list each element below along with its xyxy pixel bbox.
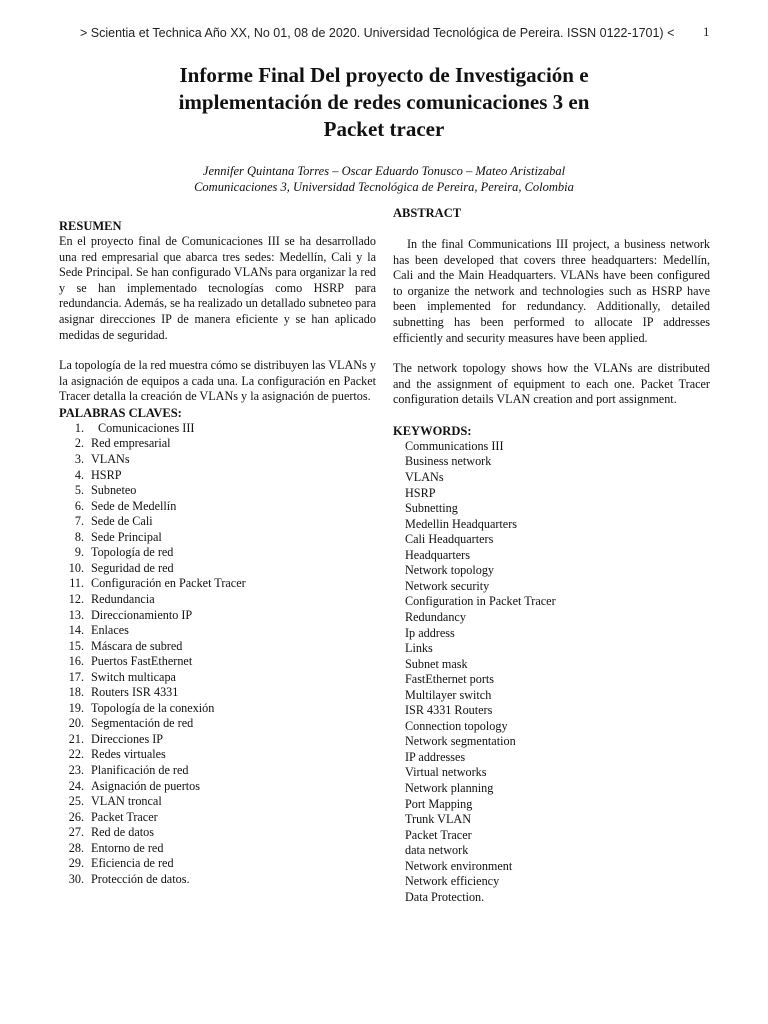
keywords-heading: KEYWORDS: bbox=[393, 423, 472, 438]
keyword-item: Redundancy bbox=[405, 609, 466, 624]
list-number: 26. bbox=[68, 809, 84, 824]
palabra-clave-item bbox=[59, 452, 376, 468]
list-number: 21. bbox=[68, 731, 84, 746]
right-column bbox=[393, 205, 710, 905]
resumen-paragraph-2: La topología de la red muestra cómo se distribuyen las VLANs y la asignación de equipos a cada una. La configuración en Packet Tracer detalla la creación de VLANs y la asignación de puertos. bbox=[59, 358, 376, 404]
palabra-clave-item bbox=[59, 670, 376, 686]
palabra-clave-item bbox=[59, 810, 376, 826]
palabra-clave-item bbox=[59, 779, 376, 795]
list-text: Direccionamiento IP bbox=[91, 607, 193, 622]
author-block bbox=[100, 164, 668, 195]
palabra-clave-item bbox=[59, 436, 376, 452]
palabra-clave-item bbox=[59, 639, 376, 655]
list-number: 29. bbox=[68, 856, 84, 871]
list-number: 9. bbox=[74, 545, 84, 560]
list-text: Switch multicapa bbox=[91, 669, 176, 684]
keyword-item: Communications III bbox=[405, 438, 504, 453]
list-text: Entorno de red bbox=[91, 840, 164, 855]
list-text: Enlaces bbox=[91, 623, 129, 638]
list-text: Red empresarial bbox=[91, 436, 171, 451]
list-number: 30. bbox=[68, 871, 84, 886]
palabra-clave-item bbox=[59, 514, 376, 530]
list-text: Segmentación de red bbox=[91, 716, 194, 731]
list-number: 14. bbox=[68, 623, 84, 638]
list-text: Seguridad de red bbox=[91, 560, 174, 575]
list-number: 16. bbox=[68, 654, 84, 669]
palabra-clave-item bbox=[59, 421, 376, 437]
palabra-clave-item bbox=[59, 716, 376, 732]
paragraph-gap bbox=[393, 408, 710, 423]
keyword-item: Subnet mask bbox=[405, 656, 468, 671]
list-text: Sede Principal bbox=[91, 529, 162, 544]
palabra-clave-item bbox=[59, 747, 376, 763]
list-number: 20. bbox=[68, 716, 84, 731]
abstract-heading: ABSTRACT bbox=[393, 206, 462, 220]
list-number: 18. bbox=[68, 685, 84, 700]
palabra-clave-item bbox=[59, 561, 376, 577]
list-text: Sede de Cali bbox=[91, 514, 153, 529]
list-text: Eficiencia de red bbox=[91, 856, 174, 871]
palabra-clave-item bbox=[59, 685, 376, 701]
keyword-item: Network environment bbox=[405, 858, 513, 873]
palabra-clave-item bbox=[59, 483, 376, 499]
journal-citation: > Scientia et Technica Año XX, No 01, 08 de 2020. Universidad Tecnológica de Pereira. ISSN 0122-1701) < bbox=[80, 26, 675, 40]
list-text: Direcciones IP bbox=[91, 731, 164, 746]
list-text: Configuración en Packet Tracer bbox=[91, 576, 246, 591]
paragraph-gap bbox=[59, 343, 376, 358]
keyword-item: Business network bbox=[405, 454, 492, 469]
palabra-clave-item bbox=[59, 545, 376, 561]
list-number: 12. bbox=[68, 591, 84, 606]
resumen-paragraph-1: En el proyecto final de Comunicaciones III se ha desarrollado una red empresarial que abarca tres sedes: Medellín, Cali y la Sede Principal. Se han configurado VLANs para organizar la red y se han implementado tecnologías como HSRP para redundancia. Además, se ha realizado un detallado subneteo para asignar direcciones IP de manera eficiente y se han aplicado medidas de seguridad. bbox=[59, 234, 376, 342]
list-number: 17. bbox=[68, 669, 84, 684]
keyword-item: Multilayer switch bbox=[405, 687, 492, 702]
list-text: Sede de Medellín bbox=[91, 498, 177, 513]
palabra-clave-item bbox=[59, 872, 376, 888]
list-number: 5. bbox=[74, 483, 84, 498]
paper-title bbox=[100, 62, 668, 143]
palabras-claves-heading: PALABRAS CLAVES: bbox=[59, 405, 182, 420]
heading-gap bbox=[393, 221, 710, 237]
keyword-item: VLANs bbox=[405, 470, 444, 485]
list-text: Redes virtuales bbox=[91, 747, 166, 762]
keyword-item: Medellin Headquarters bbox=[405, 516, 518, 531]
title-line-2: implementación de redes comunicaciones 3 en bbox=[178, 90, 590, 114]
list-number: 24. bbox=[68, 778, 84, 793]
list-number: 28. bbox=[68, 840, 84, 855]
palabra-clave-item bbox=[59, 825, 376, 841]
list-text: Planificación de red bbox=[91, 762, 189, 777]
keyword-item: Port Mapping bbox=[405, 796, 473, 811]
keyword-item: Headquarters bbox=[405, 547, 470, 562]
list-text: VLAN troncal bbox=[91, 794, 162, 809]
palabras-claves-list bbox=[59, 421, 376, 887]
palabra-clave-item bbox=[59, 608, 376, 624]
keyword-item: HSRP bbox=[405, 485, 436, 500]
palabra-clave-item bbox=[59, 763, 376, 779]
author-names: Jennifer Quintana Torres – Oscar Eduardo Tonusco – Mateo Aristizabal bbox=[202, 164, 566, 178]
palabra-clave-item bbox=[59, 499, 376, 515]
keyword-item: IP addresses bbox=[405, 749, 466, 764]
keyword-item: Trunk VLAN bbox=[405, 812, 472, 827]
palabra-clave-item bbox=[59, 856, 376, 872]
keyword-item: Links bbox=[405, 641, 433, 656]
keyword-item: Configuration in Packet Tracer bbox=[405, 594, 556, 609]
resumen-heading: RESUMEN bbox=[59, 219, 122, 233]
palabra-clave-item bbox=[59, 654, 376, 670]
list-text: HSRP bbox=[91, 467, 122, 482]
list-text: Topología de red bbox=[91, 545, 174, 560]
list-text: Máscara de subred bbox=[91, 638, 183, 653]
list-text: Red de datos bbox=[91, 825, 154, 840]
palabra-clave-item bbox=[59, 468, 376, 484]
keyword-item: Packet Tracer bbox=[405, 827, 472, 842]
paragraph-gap bbox=[393, 346, 710, 361]
list-number: 2. bbox=[74, 436, 84, 451]
list-text: Redundancia bbox=[91, 591, 155, 606]
list-text: Asignación de puertos bbox=[91, 778, 200, 793]
list-number: 23. bbox=[68, 762, 84, 777]
list-number: 13. bbox=[68, 607, 84, 622]
list-text: VLANs bbox=[91, 452, 130, 467]
keyword-item: Network topology bbox=[405, 563, 495, 578]
list-text: Routers ISR 4331 bbox=[91, 685, 179, 700]
list-number: 22. bbox=[68, 747, 84, 762]
list-text: Subneteo bbox=[91, 483, 137, 498]
list-number: 6. bbox=[74, 498, 84, 513]
keyword-item: FastEthernet ports bbox=[405, 672, 495, 687]
page-number: 1 bbox=[703, 24, 710, 39]
left-column bbox=[59, 218, 376, 887]
list-number: 27. bbox=[68, 825, 84, 840]
list-number: 15. bbox=[68, 638, 84, 653]
list-text: Puertos FastEthernet bbox=[91, 654, 193, 669]
keyword-item: Cali Headquarters bbox=[405, 532, 494, 547]
palabra-clave-item bbox=[59, 701, 376, 717]
keyword-item: Ip address bbox=[405, 625, 455, 640]
keyword-item: Data Protection. bbox=[405, 889, 485, 904]
list-number: 3. bbox=[74, 452, 84, 467]
abstract-paragraph-2: The network topology shows how the VLANs are distributed and the assignment of equipment to each one. Packet Tracer configuration details VLAN creation and port assignment. bbox=[393, 361, 710, 407]
list-number: 10. bbox=[68, 560, 84, 575]
author-affiliation: Comunicaciones 3, Universidad Tecnológica de Pereira, Pereira, Colombia bbox=[194, 179, 574, 194]
title-line-1: Informe Final Del proyecto de Investigación e bbox=[179, 63, 589, 87]
keyword-item: Network security bbox=[405, 578, 490, 593]
keyword-item: Network efficiency bbox=[405, 874, 500, 889]
keyword-item: ISR 4331 Routers bbox=[405, 703, 493, 718]
list-text: Protección de datos. bbox=[91, 871, 190, 886]
keyword-item: Network segmentation bbox=[405, 734, 516, 749]
list-number: 8. bbox=[74, 529, 84, 544]
palabra-clave-item bbox=[59, 841, 376, 857]
keyword-item: data network bbox=[405, 843, 469, 858]
list-text: Comunicaciones III bbox=[98, 420, 195, 435]
palabra-clave-item bbox=[59, 576, 376, 592]
list-number: 25. bbox=[68, 794, 84, 809]
list-text: Topología de la conexión bbox=[91, 700, 215, 715]
keyword-item: Virtual networks bbox=[405, 765, 487, 780]
keyword-item: Connection topology bbox=[405, 718, 508, 733]
list-number: 4. bbox=[74, 467, 84, 482]
list-number: 1. bbox=[74, 420, 84, 435]
keywords-list bbox=[393, 439, 710, 905]
list-text: Packet Tracer bbox=[91, 809, 158, 824]
palabra-clave-item bbox=[59, 794, 376, 810]
keyword-item: Network planning bbox=[405, 780, 494, 795]
palabra-clave-item bbox=[59, 623, 376, 639]
list-number: 7. bbox=[74, 514, 84, 529]
palabra-clave-item bbox=[59, 732, 376, 748]
palabra-clave-item bbox=[59, 530, 376, 546]
title-line-3: Packet tracer bbox=[323, 117, 445, 141]
list-number: 19. bbox=[68, 700, 84, 715]
keyword-item: Subnetting bbox=[405, 501, 458, 516]
list-number: 11. bbox=[69, 576, 84, 591]
palabra-clave-item bbox=[59, 592, 376, 608]
abstract-paragraph-1: In the final Communications III project, a business network has been developed that covers three headquarters: Medellín, Cali and the Main Headquarters. VLANs have been configured to organize the network and technologies such as HSRP have been implemented for redundancy. Additionally, detailed subnetting has been performed to allocate IP addresses efficiently and security measures have been applied. bbox=[393, 237, 710, 345]
